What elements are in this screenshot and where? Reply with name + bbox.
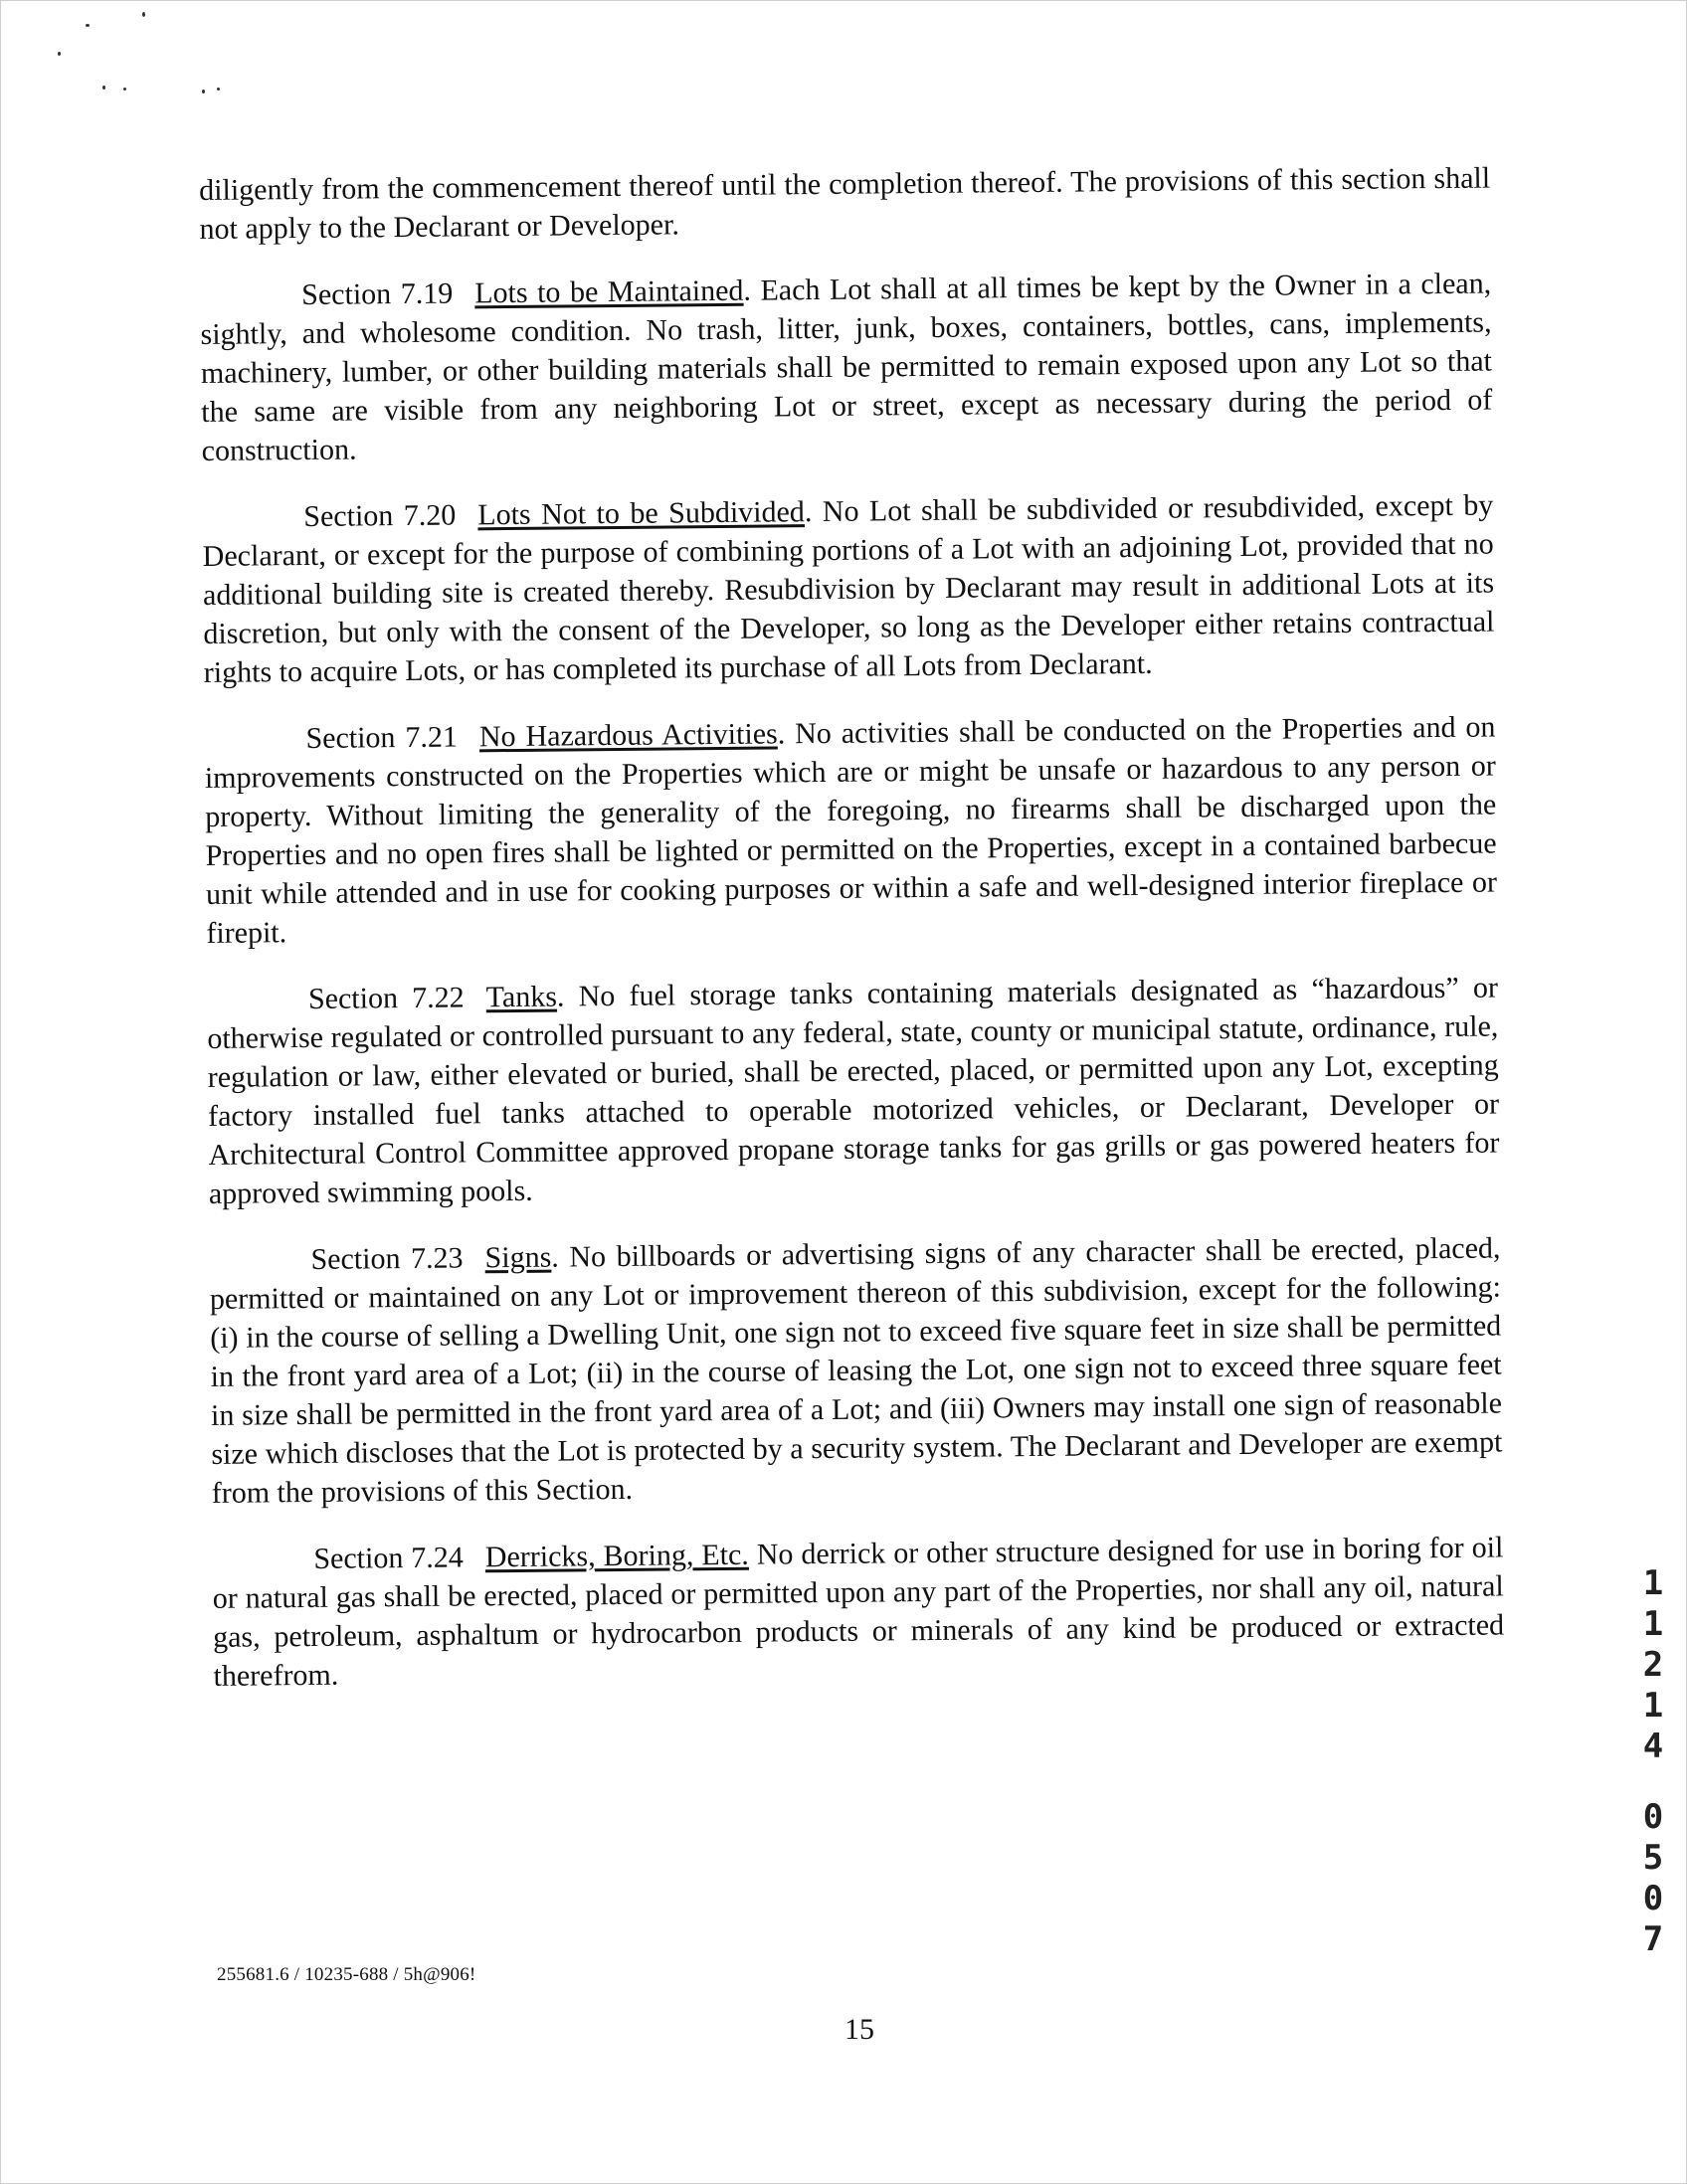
section-number: Section 7.23 xyxy=(310,1241,464,1276)
section-heading: Derricks, Boring, Etc. xyxy=(484,1538,749,1574)
section-text: No derrick or other structure designed for use in boring for oil or natural gas shall be erected, placed or permitted upon any part of the Properties, nor shall any oil, natural gas, petroleum, asphaltum or hydrocarbon products or minerals of any kind be produced or extracted therefrom. xyxy=(212,1531,1505,1693)
section-text: . Each Lot shall at all times be kept by the Owner in a clean, sightly, and wholesome condition. No trash, litter, junk, boxes, containers, bottles, cans, implements, machinery, lumber, or other building materials shall be permitted to remain exposed upon any Lot so that the same are visible from any neighboring Lot or street, except as necessary during the period of construction. xyxy=(200,267,1493,467)
section-7-23 xyxy=(209,1228,1503,1512)
section-text: . No billboards or advertising signs of any character shall be erected, placed, permitted or maintained on any Lot or improvement thereon of this subdivision, except for the following: (i) in the course of selling a Dwelling Unit, one sign not to exceed five square feet in size shall be permitted in the front yard area of a Lot; (ii) in the course of leasing the Lot, one sign not to exceed three square feet in size shall be permitted in the front yard area of a Lot; and (iii) Owners may install one sign of reasonable size which discloses that the Lot is protected by a security system. The Declarant and Developer are exempt from the provisions of this Section. xyxy=(209,1231,1503,1510)
section-number: Section 7.19 xyxy=(301,276,454,312)
section-text: . No activities shall be conducted on the Properties and on improvements constructed on the Properties which are or might be unsafe or hazardous to any person or property. Without limiting the generality of the foregoing, no firearms shall be discharged upon the Properties and no open fires shall be lighted or permitted on the Properties, except in a contained barbecue unit while attended and in use for cooking purposes or within a safe and well-designed interior fireplace or firepit. xyxy=(204,710,1498,950)
scan-speck xyxy=(142,12,145,17)
stamp-digit: 1 xyxy=(1642,1563,1664,1603)
scan-speck xyxy=(217,88,220,91)
document-body xyxy=(199,159,1505,1724)
stamp-digit: 5 xyxy=(1642,1838,1664,1878)
section-text: . No fuel storage tanks containing materials designated as “hazardous” or otherwise regulated or controlled pursuant to any federal, state, county or municipal statute, ordinance, rule, regulation or law, either elevated or buried, shall be erected, placed, or permitted upon any Lot, excepting factory installed fuel tanks attached to operable motorized vehicles, or Declarant, Developer or Architectural Control Committee approved propane storage tanks for gas grills or gas powered heaters for approved swimming pools. xyxy=(207,971,1500,1210)
section-number: Section 7.20 xyxy=(303,498,457,534)
scan-speck xyxy=(202,90,205,93)
stamp-gap xyxy=(1633,1767,1673,1797)
recording-number-stamp xyxy=(1633,1563,1673,1960)
section-number: Section 7.21 xyxy=(305,720,459,755)
scan-speck xyxy=(86,24,90,27)
scan-speck xyxy=(102,86,105,90)
section-heading: Lots Not to be Subdivided xyxy=(477,495,806,532)
section-7-19 xyxy=(200,265,1493,470)
stamp-digit: 7 xyxy=(1642,1919,1664,1959)
section-7-22 xyxy=(207,969,1500,1213)
document-code: 255681.6 / 10235-688 / 5h@906! xyxy=(217,1964,476,1985)
section-number: Section 7.24 xyxy=(313,1541,464,1575)
section-7-24 xyxy=(212,1528,1504,1695)
stamp-digit: 0 xyxy=(1642,1797,1664,1837)
stamp-digit: 1 xyxy=(1642,1604,1664,1644)
stamp-digit: 4 xyxy=(1642,1727,1664,1766)
section-7-21 xyxy=(204,708,1497,953)
opening-paragraph: diligently from the commencement thereof until the completion thereof. The provisions of this section shall not apply to the Declarant or Developer. xyxy=(199,161,1491,246)
section-7-20 xyxy=(202,486,1495,692)
section-heading: Signs xyxy=(484,1240,552,1275)
section-number: Section 7.22 xyxy=(307,981,465,1015)
scan-speck xyxy=(58,52,61,56)
scan-speck xyxy=(123,88,126,91)
stamp-digit: 0 xyxy=(1642,1879,1664,1918)
section-heading: Lots to be Maintained xyxy=(474,273,744,310)
section-heading: No Hazardous Activities xyxy=(478,717,778,754)
page-number: 15 xyxy=(844,2013,874,2046)
section-heading: Tanks xyxy=(485,980,558,1014)
stamp-digit: 1 xyxy=(1642,1686,1664,1726)
stamp-digit: 2 xyxy=(1642,1645,1664,1685)
section-text: . No Lot shall be subdivided or resubdivided, except by Declarant, or except for the purpose of combining portions of a Lot with an adjoining Lot, provided that no additional building site is created thereby. Resubdivision by Declarant may result in additional Lots at its discretion, but only with the consent of the Developer, so long as the Developer either retains contractual rights to acquire Lots, or has completed its purchase of all Lots from Declarant. xyxy=(202,488,1495,689)
